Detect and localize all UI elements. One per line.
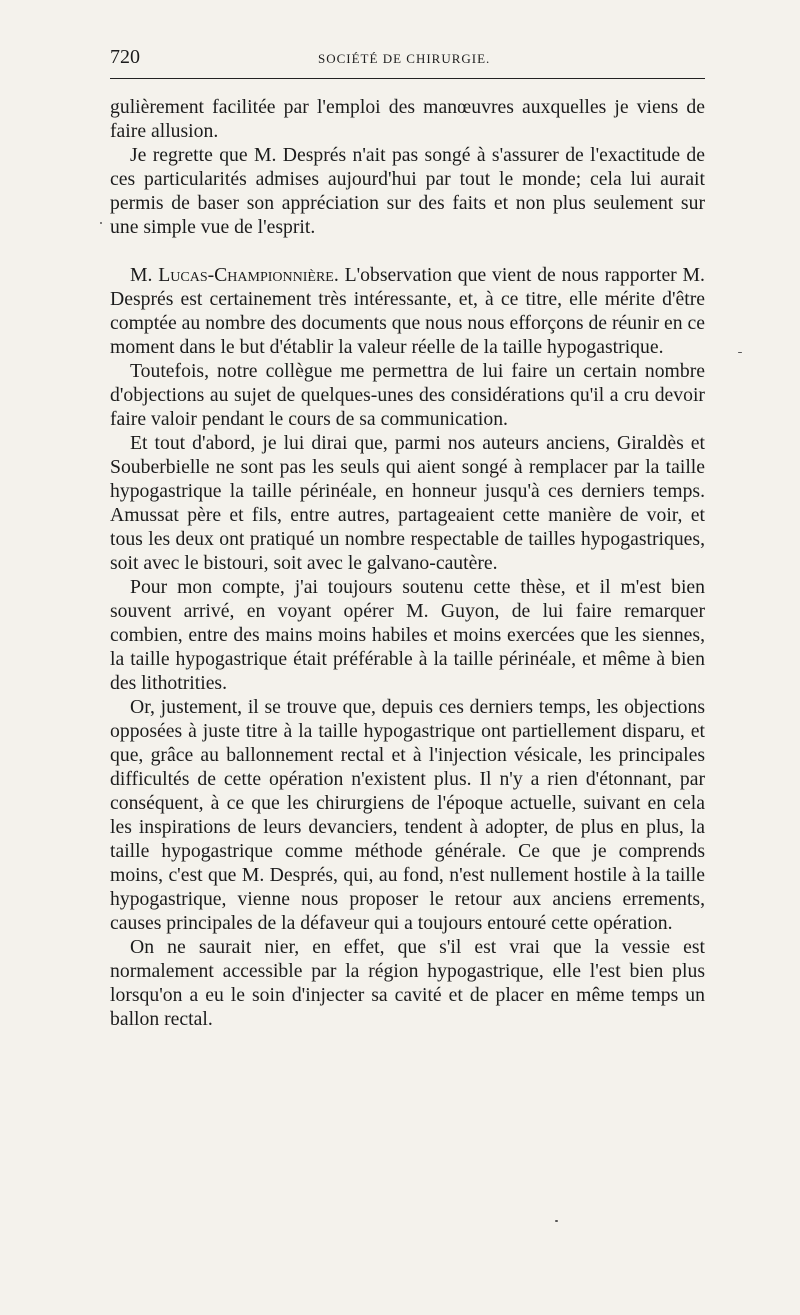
header-rule: [110, 78, 705, 79]
page-number: 720: [110, 46, 140, 68]
ink-speck: [555, 1220, 558, 1222]
paragraph-objections: Toutefois, notre collègue me permettra de lui faire un certain nombre d'objections au sujet de quelques-unes des considérations qu'il a cru devoir faire valoir pendant le cours de sa communication.: [110, 360, 705, 430]
speaker-text: L'observation que vient de nous rapporter M. Després est certainement très intéressante, et, à ce titre, elle mérite d'être comptée au nombre des documents que nous nous efforçons de réunir en ce moment dans le but d'établir la valeur réelle de la taille hypogastrique.: [110, 264, 705, 358]
ink-speck: [100, 222, 102, 224]
body-text: [110, 95, 705, 1031]
paragraph-bladder-access: On ne saurait nier, en effet, que s'il est vrai que la vessie est normalement accessible par la région hypogastrique, elle l'est bien plus lorsqu'on a eu le soin d'injecter sa cavité et de placer en même temps un ballon rectal.: [110, 936, 705, 1030]
running-head: [110, 46, 705, 74]
paragraph-lucas-intervention: [110, 263, 705, 359]
paragraph-objections-disappeared: Or, justement, il se trouve que, depuis ces derniers temps, les objections opposées à juste titre à la taille hypogastrique ont partiellement disparu, et que, grâce au ballonnement rectal et à l'injection vésicale, les principales difficultés de cette opération n'existent plus. Il n'y a rien d'étonnant, par conséquent, à ce que les chirurgiens de l'époque actuelle, suivant en cela les inspirations de leurs devanciers, tendent à adopter, de plus en plus, la taille hypogastrique comme méthode générale. Ce que je comprends moins, c'est que M. Després, qui, au fond, n'est nullement hostile à la taille hypogastrique, vienne nous proposer le retour aux anciens errements, causes principales de la défaveur qui a toujours entouré cette opération.: [110, 696, 705, 934]
paragraph-ancient-authors: Et tout d'abord, je lui dirai que, parmi nos auteurs anciens, Giraldès et Souberbielle ne sont pas les seuls qui aient songé à remplacer par la taille hypogastrique la taille périnéale, en honneur jusqu'à ces derniers temps. Amussat père et fils, entre autres, partageaient cette manière de voir, et tous les deux ont pratiqué un nombre respectable de tailles hypogastriques, soit avec le bistouri, soit avec le galvano-cautère.: [110, 432, 705, 574]
paragraph-my-account: Pour mon compte, j'ai toujours soutenu cette thèse, et il m'est bien souvent arrivé, en voyant opérer M. Guyon, de lui faire remarquer combien, entre des mains moins habiles et moins exercées que les siennes, la taille hypogastrique était préférable à la taille périnéale, et même à bien des lithotrities.: [110, 576, 705, 694]
ink-speck: [738, 352, 742, 353]
speaker-name: M. Lucas-Championnière.: [130, 264, 339, 286]
paragraph-despres-regret: Je regrette que M. Després n'ait pas songé à s'assurer de l'exactitude de ces particularités admises aujourd'hui par tout le monde; cela lui aurait permis de baser son appréciation sur des faits et non plus seulement sur une simple vue de l'esprit.: [110, 144, 705, 238]
running-title: SOCIÉTÉ DE CHIRURGIE.: [318, 51, 491, 66]
paragraph-continuation: gulièrement facilitée par l'emploi des manœuvres auxquelles je viens de faire allusion.: [110, 96, 705, 142]
